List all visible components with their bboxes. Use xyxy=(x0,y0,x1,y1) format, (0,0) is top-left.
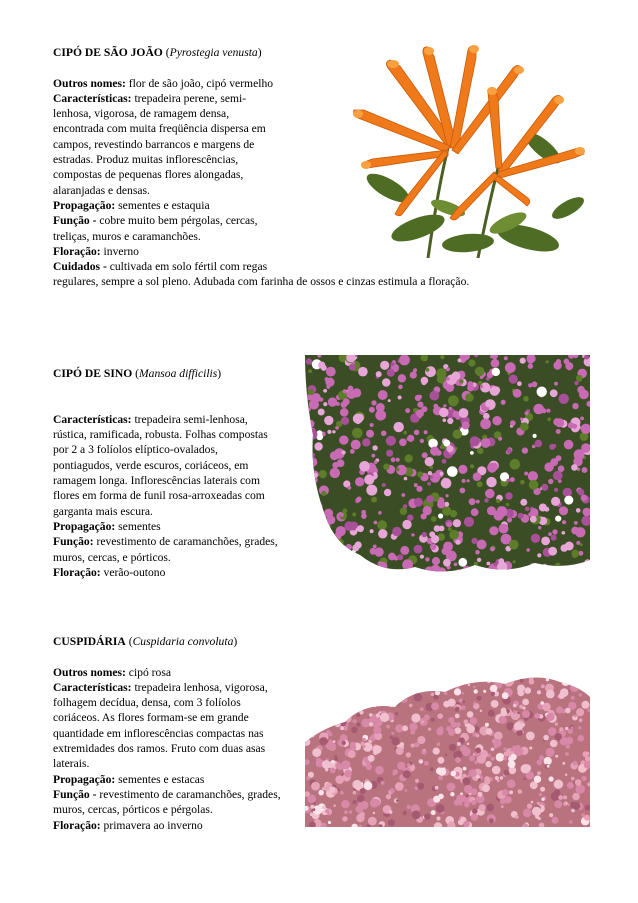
text-line: pontiagudos, verde escuros, coriáceos, em xyxy=(53,458,249,472)
pink-flowers-image xyxy=(305,355,590,577)
text-line: quantidade em inflorescências compactas nas xyxy=(53,726,264,740)
entry-cipo-de-sino xyxy=(53,366,278,580)
orange-flowers-image xyxy=(328,38,590,260)
scientific-name: Pyrostegia venusta xyxy=(169,46,258,59)
outros-nomes-line: Outros nomes: flor de são joão, cipó vermelho xyxy=(53,76,274,90)
propagacao-line: Propagação: sementes e estaquia xyxy=(53,198,210,212)
text-line: folhagem decídua, densa, com 3 folíolos xyxy=(53,696,241,710)
floracao-line: Floração: primavera ao inverno xyxy=(53,818,203,832)
pyrostegia-photo xyxy=(328,38,590,260)
text-line: regulares, sempre a sol pleno. Adubada com farinha de ossos e cinzas estimula a floração. xyxy=(53,275,470,289)
funcao-line: Função - cobre muito bem pérgolas, cercas, xyxy=(53,214,258,228)
text-line: treliças, muros e caramanchões. xyxy=(53,229,201,243)
cuspidaria-photo xyxy=(305,672,590,827)
caracteristicas-line: Características: trepadeira perene, semi- xyxy=(53,91,247,105)
plant-title: CUSPIDÁRIA xyxy=(53,635,126,648)
caracteristicas-line: Características: trepadeira lenhosa, vigorosa, xyxy=(53,680,268,694)
scientific-name: Cuspidaria convoluta xyxy=(132,635,234,648)
text-line: por 2 a 3 folíolos elíptico-ovalados, xyxy=(53,443,218,457)
text-line: muros, cercas, e pórticos. xyxy=(53,550,171,564)
text-line: compostas de pequenas flores alongadas, xyxy=(53,168,244,182)
floracao-line: Floração: verão-outono xyxy=(53,565,166,579)
mansoa-photo xyxy=(305,355,590,577)
propagacao-line: Propagação: sementes xyxy=(53,519,161,533)
text-line: flores em forma de funil rosa-arroxeadas com xyxy=(53,489,265,503)
entry-cuspidaria xyxy=(53,634,281,833)
funcao-line: Função: revestimento de caramanchões, grades, xyxy=(53,535,278,549)
text-line: garganta mais escura. xyxy=(53,504,153,518)
entry-heading: CIPÓ DE SÃO JOÃO (Pyrostegia venusta) xyxy=(53,46,262,59)
text-line: ramagem longa. Inflorescências laterais com xyxy=(53,474,260,488)
text-line: campos, revestindo barrancos e margens de xyxy=(53,137,255,151)
text-line: rústica, ramificada, robusta. Folhas compostas xyxy=(53,428,268,442)
text-line: coriáceos. As flores formam-se em grande xyxy=(53,711,249,725)
funcao-line: Função - revestimento de caramanchões, grades, xyxy=(53,787,281,801)
text-line: lenhosa, vigorosa, de ramagem densa, xyxy=(53,107,230,121)
entry-heading: CUSPIDÁRIA (Cuspidaria convoluta) xyxy=(53,635,238,648)
floracao-line: Floração: inverno xyxy=(53,244,139,258)
outros-nomes-line: Outros nomes: cipó rosa xyxy=(53,665,171,679)
text-line: muros, cercas, pórticos e pérgolas. xyxy=(53,803,213,817)
propagacao-line: Propagação: sementes e estacas xyxy=(53,772,205,786)
text-line: estradas. Produz muitas inflorescências, xyxy=(53,153,239,167)
text-line: encontrada com muita freqüência dispersa em xyxy=(53,122,266,136)
text-line: extremidades dos ramos. Fruto com duas asas xyxy=(53,742,266,756)
scientific-name: Mansoa difficilis xyxy=(139,367,218,380)
entry-heading: CIPÓ DE SINO (Mansoa difficilis) xyxy=(53,367,222,380)
caracteristicas-line: Características: trepadeira semi-lenhosa, xyxy=(53,412,248,426)
text-line: alaranjadas e densas. xyxy=(53,183,150,197)
text-line: laterais. xyxy=(53,757,90,771)
rose-flowers-image xyxy=(305,672,590,827)
cuidados-line: Cuidados - cultivada em solo fértil com regas xyxy=(53,260,268,274)
plant-title: CIPÓ DE SÃO JOÃO xyxy=(53,46,163,59)
plant-title: CIPÓ DE SINO xyxy=(53,367,133,380)
